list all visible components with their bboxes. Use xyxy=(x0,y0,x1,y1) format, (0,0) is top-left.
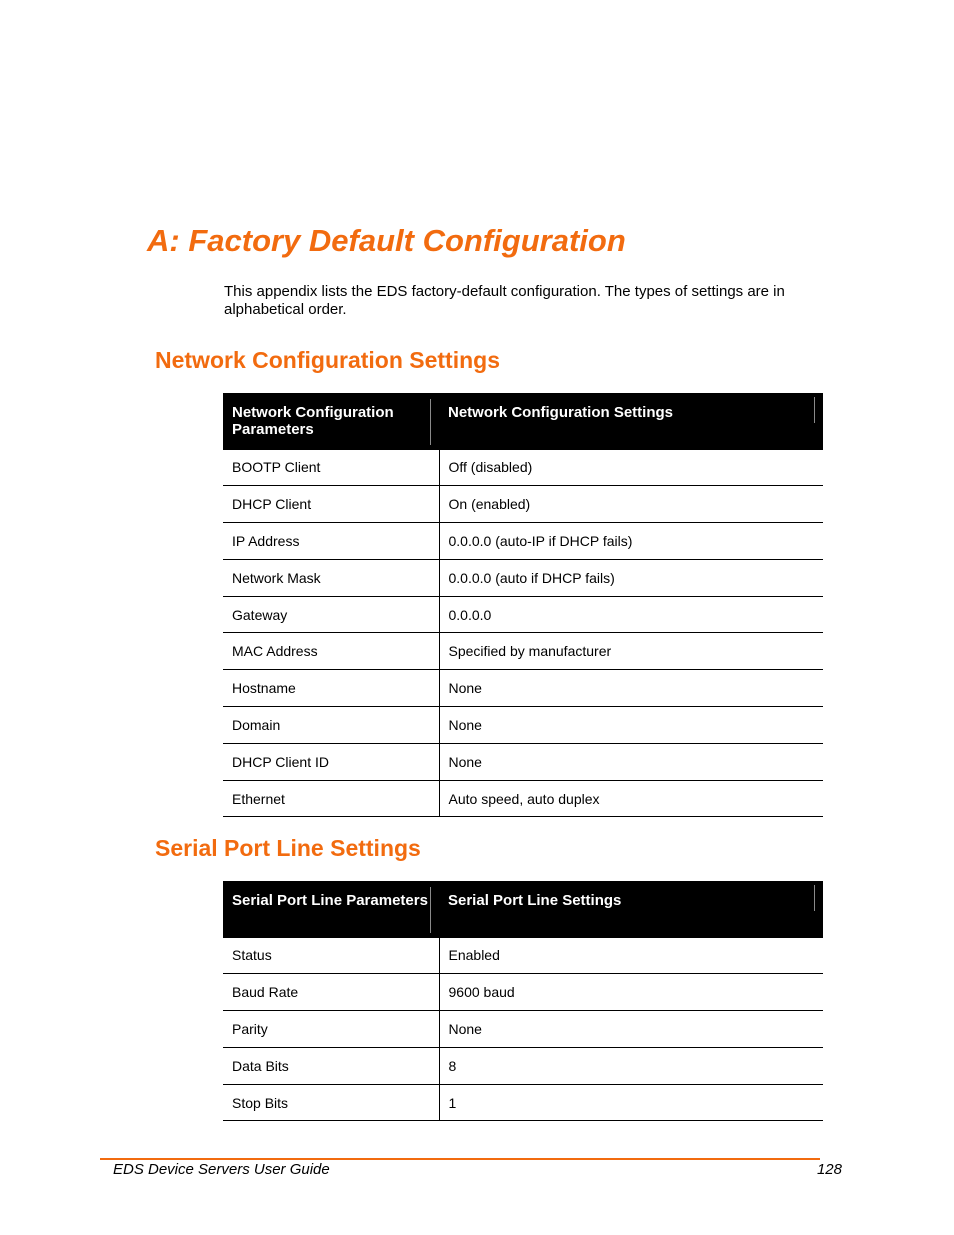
value-cell: None xyxy=(439,1011,823,1048)
value-cell: Specified by manufacturer xyxy=(439,633,823,670)
table-row xyxy=(223,937,823,974)
serial-settings-table xyxy=(223,881,823,1121)
parameter-cell: Gateway xyxy=(223,596,439,633)
value-cell: 9600 baud xyxy=(439,974,823,1011)
parameter-cell: Baud Rate xyxy=(223,974,439,1011)
parameter-cell: Hostname xyxy=(223,670,439,707)
column-header-parameters: Serial Port Line Parameters xyxy=(223,881,439,937)
column-header-settings: Serial Port Line Settings xyxy=(439,881,823,937)
parameter-cell: DHCP Client ID xyxy=(223,743,439,780)
value-cell: Auto speed, auto duplex xyxy=(439,780,823,817)
table-row xyxy=(223,1047,823,1084)
column-header-parameters: Network Configuration Parameters xyxy=(223,393,439,449)
table-row xyxy=(223,449,823,486)
section-title-serial: Serial Port Line Settings xyxy=(155,835,421,861)
parameter-cell: Network Mask xyxy=(223,559,439,596)
value-cell: 0.0.0.0 xyxy=(439,596,823,633)
table-row xyxy=(223,707,823,744)
value-cell: Off (disabled) xyxy=(439,449,823,486)
parameter-cell: IP Address xyxy=(223,523,439,560)
table-row xyxy=(223,486,823,523)
value-cell: Enabled xyxy=(439,937,823,974)
parameter-cell: Stop Bits xyxy=(223,1084,439,1121)
value-cell: 0.0.0.0 (auto if DHCP fails) xyxy=(439,559,823,596)
value-cell: 8 xyxy=(439,1047,823,1084)
value-cell: 0.0.0.0 (auto-IP if DHCP fails) xyxy=(439,523,823,560)
intro-paragraph: This appendix lists the EDS factory-default configuration. The types of settings are in alphabetical order. xyxy=(224,283,785,318)
parameter-cell: BOOTP Client xyxy=(223,449,439,486)
value-cell: None xyxy=(439,670,823,707)
parameter-cell: MAC Address xyxy=(223,633,439,670)
page-number: 128 xyxy=(816,1161,842,1178)
parameter-cell: Parity xyxy=(223,1011,439,1048)
table-row xyxy=(223,974,823,1011)
footer-title: EDS Device Servers User Guide xyxy=(113,1161,330,1178)
parameter-cell: Status xyxy=(223,937,439,974)
table-row xyxy=(223,743,823,780)
parameter-cell: DHCP Client xyxy=(223,486,439,523)
parameter-cell: Ethernet xyxy=(223,780,439,817)
value-cell: None xyxy=(439,707,823,744)
network-settings-table xyxy=(223,393,823,817)
table-row xyxy=(223,1011,823,1048)
parameter-cell: Data Bits xyxy=(223,1047,439,1084)
value-cell: On (enabled) xyxy=(439,486,823,523)
table-row xyxy=(223,670,823,707)
table-row xyxy=(223,596,823,633)
table-row xyxy=(223,633,823,670)
table-row xyxy=(223,1084,823,1121)
value-cell: 1 xyxy=(439,1084,823,1121)
page-title: A: Factory Default Configuration xyxy=(147,223,626,258)
table-header-row xyxy=(223,881,823,937)
column-header-settings: Network Configuration Settings xyxy=(439,393,823,449)
table-row xyxy=(223,559,823,596)
footer-divider xyxy=(100,1158,820,1160)
table-row xyxy=(223,523,823,560)
value-cell: None xyxy=(439,743,823,780)
parameter-cell: Domain xyxy=(223,707,439,744)
table-header-row xyxy=(223,393,823,449)
table-row xyxy=(223,780,823,817)
section-title-network: Network Configuration Settings xyxy=(155,347,500,373)
